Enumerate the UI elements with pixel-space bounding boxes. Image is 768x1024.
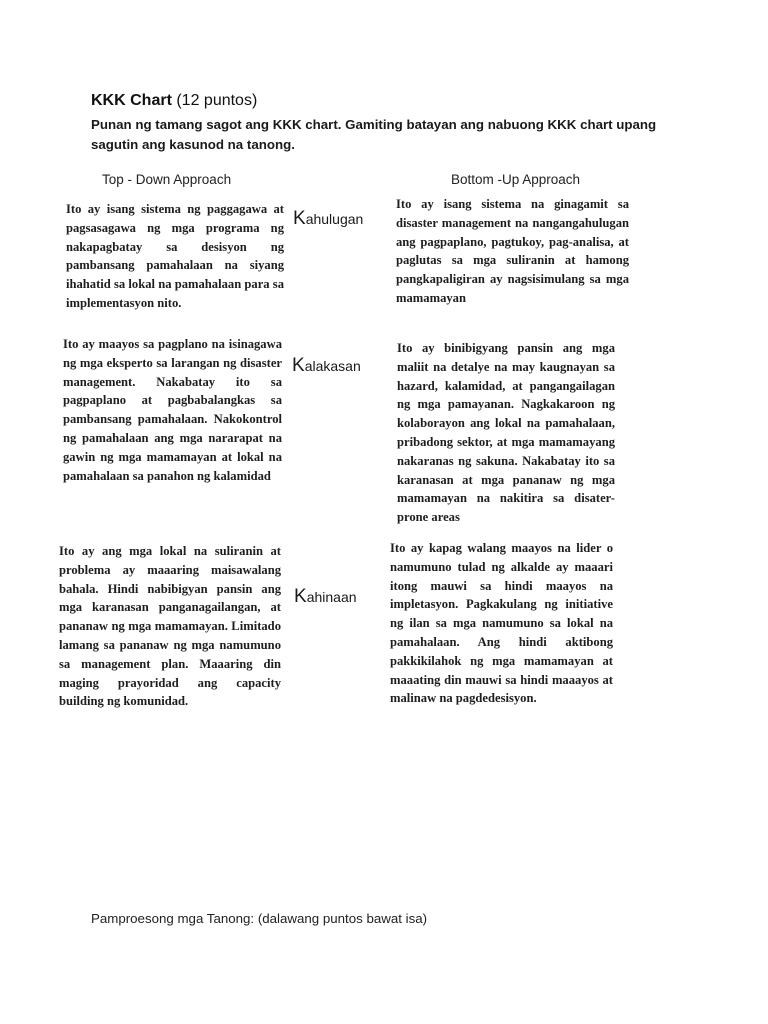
cell-kalakasan-top-down: Ito ay maayos sa pagplano na isinagawa ng mga eksperto sa larangan ng disaster management. Nakabatay ito sa pagpaplano at pagbabalangkas sa pambansang pamahalaan. Nakokontrol ng pamahalaan ang mga nararapat na gawin ng mga mamamayan at lokal na pamahalaan sa panahon ng kalamidad <box>63 337 282 483</box>
title-points: (12 puntos) <box>176 92 258 109</box>
cell-kahinaan-top-down: Ito ay ang mga lokal na suliranin at problema ay maaaring maisawalang bahala. Hindi nabibigyan pansin ang mga karanasan panganagailangan, at pananaw ng mga mamamayan. Limitado lamang sa pananaw ng mga namumuno sa management plan. Maaaring din maging prayoridad ang capacity building ng komunidad. <box>59 544 281 709</box>
column-header-bottom-up: Bottom -Up Approach <box>451 172 581 187</box>
cell-kahinaan-bottom-up: Ito ay kapag walang maayos na lider o namumuno tulad ng alkalde ay maaari itong mauwi sa hindi maayos na impletasyon. Pagkakulang ng initiative ng ilan sa mga namumuno sa lokal na pamahalaan. Ang hindi aktibong pakkikilahok ng mga mamamayan at maaating din mauwi sa hindi maaayos at malinaw na pagdedesisyon. <box>390 541 613 706</box>
cell-kahulugan-bottom-up: Ito ay isang sistema na ginagamit sa disaster management na nangangahulugan ang pagpaplano, pagtukoy, pag-analisa, at paglutas sa mga suliranin at hamong pangkapaligiran ay nagsisimulang sa mga mamamayan <box>396 197 629 305</box>
column-header-top-down: Top - Down Approach <box>102 172 232 187</box>
title-bold: KKK Chart <box>91 92 172 109</box>
questions-heading: Pamproesong mga Tanong: (dalawang puntos bawat isa) <box>91 911 428 926</box>
term-kahinaan: Kahinaan <box>294 586 357 607</box>
term-kalakasan: Kalakasan <box>292 355 361 376</box>
term-kahulugan: Kahulugan <box>293 208 364 229</box>
cell-kalakasan-bottom-up: Ito ay binibigyang pansin ang mga maliit na detalye na may kaugnayan sa hazard, kalamidad, at pangangailagan ng mga pamayanan. Nagkakaroon ng kolaborayon ang lokal na pamahalaan, pribadong sektor, at mga mamamayang nakaranas ng sakuna. Nakabatay ito sa karanasan at mga pananaw ng mga mamamayan na nakitira sa disater-prone areas <box>397 341 615 525</box>
instructions: Punan ng tamang sagot ang KKK chart. Gamiting batayan ang nabuong KKK chart upang sagutin ang kasunod na tanong. <box>91 117 657 152</box>
page-title <box>91 92 257 110</box>
cell-kahulugan-top-down: Ito ay isang sistema ng paggagawa at pagsasagawa ng mga programa ng nakapagbatay sa desisyon ng pambansang pamahalaan na siyang ihahatid sa lokal na pamahalaan para sa implementasyon nito. <box>66 202 284 310</box>
